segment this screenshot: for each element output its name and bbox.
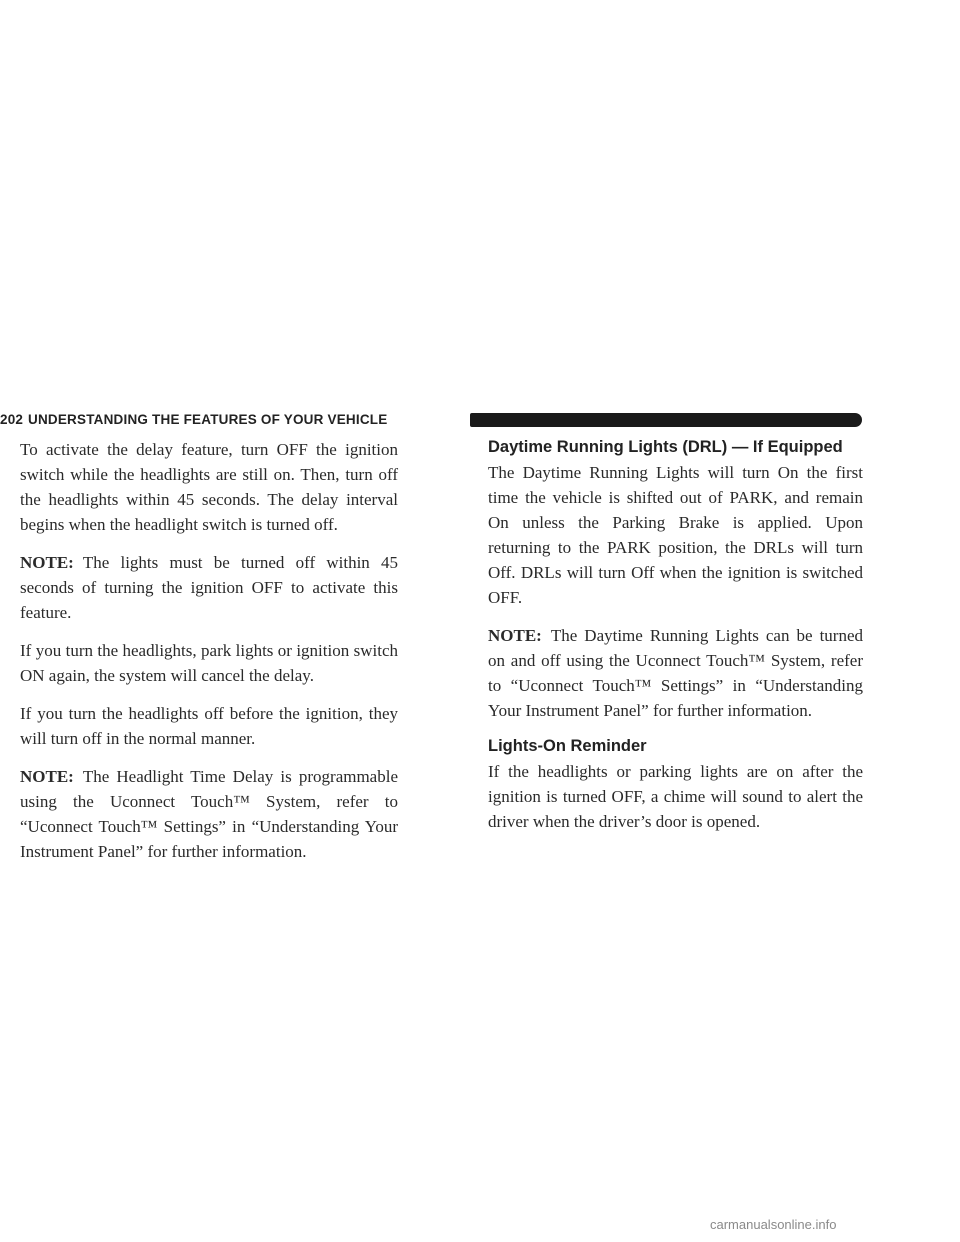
note-label: NOTE:: [20, 767, 74, 786]
note-text: The Daytime Running Lights can be turned on and off using the Uconnect Touch™ System, refer to “Uconnect Touch™ Settings” in “Understanding Your Instrument Panel” for further information.: [488, 626, 863, 720]
note-drl-toggle: [488, 623, 863, 723]
note-turn-off-lights: [20, 550, 398, 625]
note-label: NOTE:: [488, 626, 542, 645]
paragraph-lights-on-reminder: If the headlights or parking lights are on after the ignition is turned OFF, a chime will sound to alert the driver when the driver’s door is opened.: [488, 762, 863, 831]
paragraph-drl-description: The Daytime Running Lights will turn On the first time the vehicle is shifted out of PARK, and remain On unless the Parking Brake is applied. Upon returning to the PARK position, the DRLs will turn Off. DRLs will turn Off when the ignition is switched OFF.: [488, 463, 863, 607]
paragraph-normal-manner: If you turn the headlights off before the ignition, they will turn off in the normal manner.: [20, 704, 398, 748]
right-column: [488, 437, 863, 847]
paragraph-cancel-delay: If you turn the headlights, park lights or ignition switch ON again, the system will cancel the delay.: [20, 641, 398, 685]
watermark: carmanualsonline.info: [710, 1217, 837, 1232]
section-title: UNDERSTANDING THE FEATURES OF YOUR VEHICLE: [28, 412, 388, 427]
page-header: [0, 412, 862, 428]
header-rule-bar: [470, 413, 862, 427]
note-text: The Headlight Time Delay is programmable using the Uconnect Touch™ System, refer to “Uconnect Touch™ Settings” in “Understanding Your Instrument Panel” for further information.: [20, 767, 398, 861]
page-number: 202: [0, 412, 24, 427]
note-programmable-delay: [20, 764, 398, 864]
note-label: NOTE:: [20, 553, 74, 572]
left-column: [20, 437, 398, 877]
heading-lights-on-reminder: Lights-On Reminder: [488, 737, 647, 755]
note-text: The lights must be turned off within 45 seconds of turning the ignition OFF to activate this feature.: [20, 553, 398, 622]
heading-daytime-running-lights: Daytime Running Lights (DRL) — If Equipped: [488, 438, 843, 456]
paragraph-delay-activation: To activate the delay feature, turn OFF the ignition switch while the headlights are still on. Then, turn off the headlights within 45 seconds. The delay interval begins when the headlight switch is turned off.: [20, 440, 398, 534]
